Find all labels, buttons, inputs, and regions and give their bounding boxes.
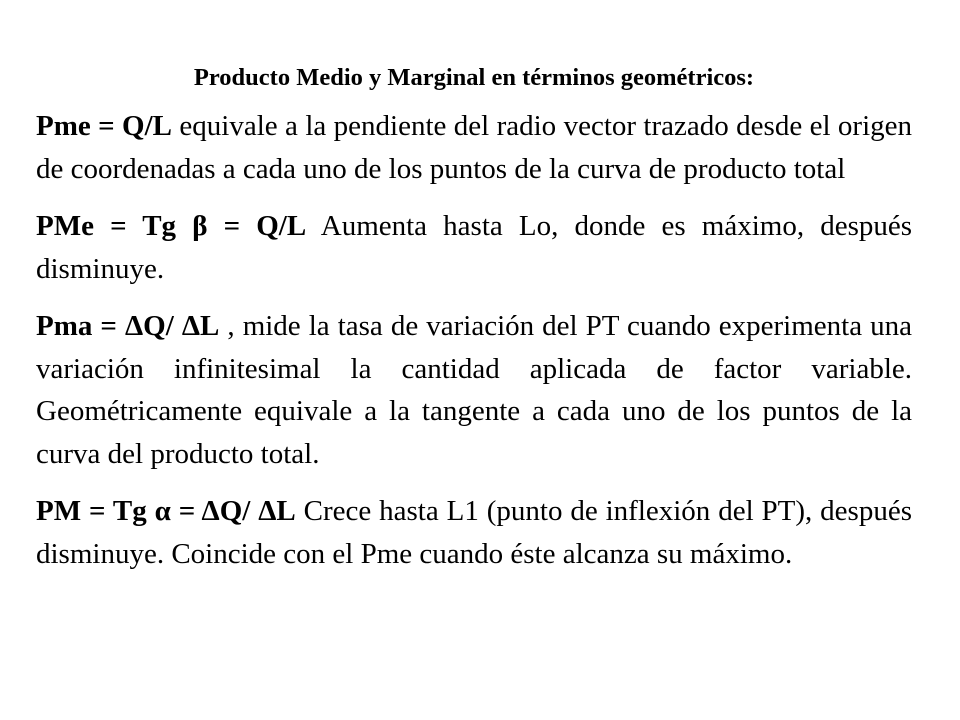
paragraph-body-text: Aumenta hasta Lo, donde es máximo, después disminuye. [36, 210, 913, 285]
paragraph-body-text: , mide la tasa de variación del PT cuando experimenta una variación infinitesimal la cantidad aplicada de factor variable. Geométricamente equivale a la tangente a cada uno de los puntos de la curva del producto total. [36, 310, 913, 470]
paragraph-lead-formula: PM = Tg α = ΔQ/ ΔL [36, 495, 296, 527]
paragraph-pma-definition [36, 305, 912, 475]
paragraph-body-text: equivale a la pendiente del radio vector trazado desde el origen de coordenadas a cada uno de los puntos de la curva de producto total [36, 110, 912, 185]
paragraph-pme-tangent [36, 205, 912, 290]
paragraph-pm-tangent [36, 490, 912, 575]
slide-content [36, 58, 912, 590]
paragraph-lead-formula: PMe = Tg β = Q/L [36, 210, 307, 242]
paragraph-lead-formula: Pme = Q/L [36, 110, 173, 142]
paragraph-pme-definition [36, 105, 912, 190]
paragraph-body-text: Crece hasta L1 (punto de inflexión del PT), después disminuye. Coincide con el Pme cuando éste alcanza su máximo. [36, 495, 912, 570]
paragraph-lead-formula: Pma = ΔQ/ ΔL [36, 310, 220, 342]
slide-title: Producto Medio y Marginal en términos geométricos: [193, 64, 755, 91]
